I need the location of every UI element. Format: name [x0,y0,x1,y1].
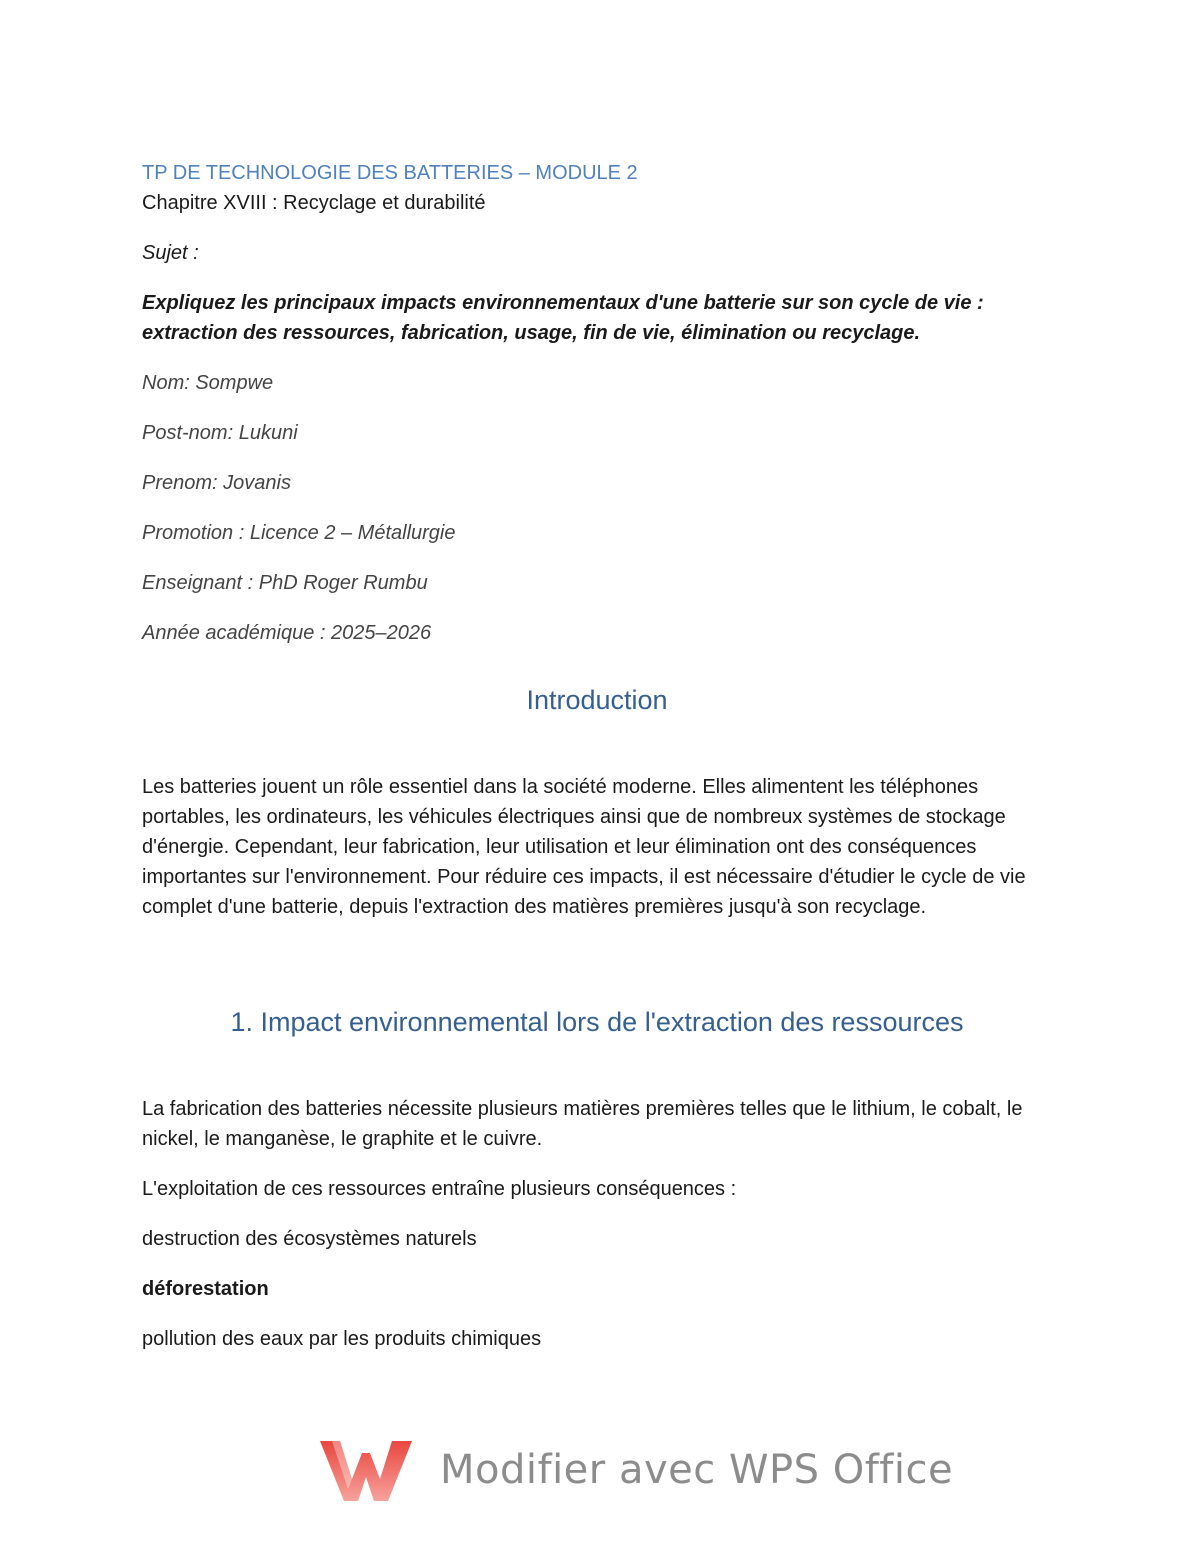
sujet-label: Sujet : [142,242,199,264]
section-1-paragraph-1: La fabrication des batteries nécessite plusieurs matières premières telles que le lithium, le cobalt, le nickel, le manganèse, le graphite et le cuivre. [142,1098,1023,1150]
wps-watermark[interactable] [318,1432,954,1508]
section-1-paragraph-2: L'exploitation de ces ressources entraîne plusieurs conséquences : [142,1178,737,1200]
document-content [142,158,1052,1374]
introduction-text: Les batteries jouent un rôle essentiel dans la société moderne. Elles alimentent les téléphones portables, les ordinateurs, les véhicules électriques ainsi que de nombreux systèmes de stockage d'énergie. Cependant, leur fabrication, leur utilisation et leur élimination ont des conséquences importantes sur l'environnement. Pour réduire ces impacts, il est nécessaire d'étudier le cycle de vie complet d'une batterie, depuis l'extraction des matières premières jusqu'à son recyclage. [142,776,1026,918]
student-name: Nom: Sompwe [142,372,274,394]
list-item: pollution des eaux par les produits chimiques [142,1328,542,1350]
section-1-heading: 1. Impact environnemental lors de l'extraction des ressources [230,1007,964,1037]
student-post-name: Post-nom: Lukuni [142,422,298,444]
list-item: destruction des écosystèmes naturels [142,1228,477,1250]
introduction-heading: Introduction [526,685,668,715]
wps-office-logo-icon [318,1435,414,1505]
student-promotion: Promotion : Licence 2 – Métallurgie [142,522,456,544]
academic-year: Année académique : 2025–2026 [142,622,432,644]
teacher-name: Enseignant : PhD Roger Rumbu [142,572,428,594]
assignment-question: Expliquez les principaux impacts environnementaux d'une batterie sur son cycle de vie : extraction des ressources, fabrication, usage, fin de vie, élimination ou recyclage. [142,292,984,344]
student-first-name: Prenom: Jovanis [142,472,291,494]
module-title: TP DE TECHNOLOGIE DES BATTERIES – MODULE 2 [142,162,638,184]
chapter-title: Chapitre XVIII : Recyclage et durabilité [142,192,486,214]
watermark-text[interactable]: Modifier avec WPS Office [440,1447,954,1493]
list-item: déforestation [142,1278,269,1300]
